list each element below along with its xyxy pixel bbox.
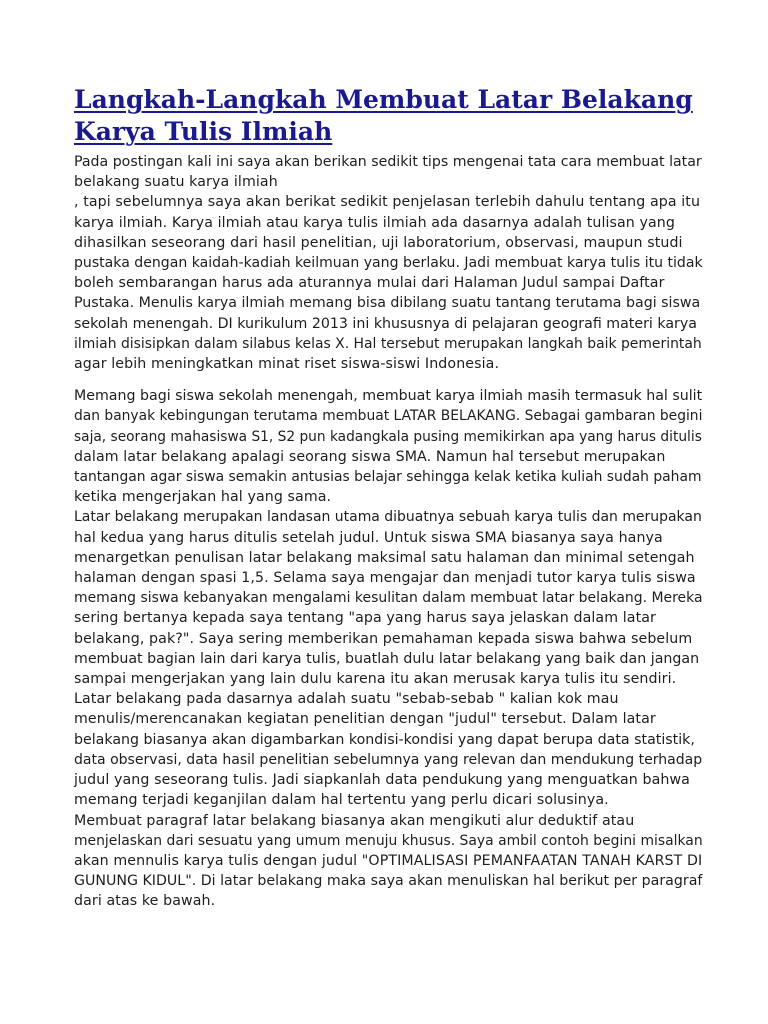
text-line: tantangan agar siswa semakin antusias belajar sehingga kelak ketika kuliah sudah paham	[74, 469, 702, 486]
text-line: halaman dengan spasi 1,5. Selama saya mengajar dan menjadi tutor karya tulis siswa	[74, 570, 696, 587]
title-line: Karya Tulis Ilmiah	[74, 117, 333, 146]
article-title-link[interactable]	[74, 84, 702, 148]
text-line: ilmiah disisipkan dalam silabus kelas X. Hal tersebut merupakan langkah baik pemerintah	[74, 335, 702, 352]
text-line: Membuat paragraf latar belakang biasanya akan mengikuti alur deduktif atau	[74, 812, 635, 829]
text-line: menjelaskan dari sesuatu yang umum menuju khusus. Saya ambil contoh begini misalkan	[74, 832, 703, 849]
text-line: sering bertanya kepada saya tentang "apa yang harus saya jelaskan dalam latar	[74, 610, 656, 627]
text-line: karya ilmiah. Karya ilmiah atau karya tulis ilmiah ada dasarnya adalah tulisan yang	[74, 214, 676, 231]
text-line: dalam latar belakang apalagi seorang siswa SMA. Namun hal tersebut merupakan	[74, 448, 666, 465]
text-line: judul yang seseorang tulis. Jadi siapkanlah data pendukung yang menguatkan bahwa	[74, 772, 690, 789]
text-line: belakang biasanya akan digambarkan kondisi-kondisi yang dapat berupa data statistik,	[74, 731, 695, 748]
text-line: pustaka dengan kaidah-kadiah keilmuan yang berlaku. Jadi membuat karya tulis itu tidak	[74, 255, 703, 272]
text-line: Latar belakang pada dasarnya adalah suatu "sebab-sebab " kalian kok mau	[74, 691, 619, 708]
text-line: Pada postingan kali ini saya akan berikan sedikit tips mengenai tata cara membuat latar	[74, 154, 702, 170]
text-line: dan banyak kebingungan terutama membuat LATAR BELAKANG. Sebagai gambaran begini	[74, 408, 703, 425]
text-line: dihasilkan seseorang dari hasil penelitian, uji laboratorium, observasi, maupun studi	[74, 234, 683, 251]
body-paragraph	[74, 386, 702, 911]
paragraph-spacer	[74, 374, 702, 386]
text-line: Pustaka. Menulis karya ilmiah memang bisa dibilang suatu tantang terutama bagi siswa	[74, 295, 701, 312]
text-line: menargetkan penulisan latar belakang maksimal satu halaman dan minimal setengah	[74, 549, 695, 566]
text-line: belakang, pak?". Saya sering memberikan pemahaman kepada siswa bahwa sebelum	[74, 630, 693, 647]
text-line: belakang suatu karya ilmiah	[74, 174, 278, 191]
text-line: agar lebih meningkatkan minat riset siswa-siswi Indonesia.	[74, 356, 500, 373]
text-line: dari atas ke bawah.	[74, 893, 216, 910]
text-line: Latar belakang merupakan landasan utama dibuatnya sebuah karya tulis dan merupakan	[74, 509, 702, 526]
text-line: Memang bagi siswa sekolah menengah, membuat karya ilmiah masih termasuk hal sulit	[74, 388, 703, 405]
document-page	[74, 84, 702, 912]
text-line: GUNUNG KIDUL". Di latar belakang maka saya akan menuliskan hal berikut per paragraf	[74, 873, 703, 890]
text-line: memang terjadi keganjilan dalam hal tertentu yang perlu dicari solusinya.	[74, 792, 609, 809]
text-line: data observasi, data hasil penelitian sebelumnya yang relevan dan mendukung terhadap	[74, 751, 703, 768]
text-line: menulis/merencanakan kegiatan penelitian dengan "judul" tersebut. Dalam latar	[74, 711, 656, 728]
text-line: hal kedua yang harus ditulis setelah judul. Untuk siswa SMA biasanya saya hanya	[74, 529, 663, 546]
text-line: membuat bagian lain dari karya tulis, buatlah dulu latar belakang yang baik dan jangan	[74, 650, 700, 667]
text-line: sampai mengerjakan yang lain dulu karena itu akan merusak karya tulis itu sendiri.	[74, 671, 677, 688]
text-line: akan mennulis karya tulis dengan judul "OPTIMALISASI PEMANFAATAN TANAH KARST DI	[74, 852, 703, 869]
text-line: sekolah menengah. DI kurikulum 2013 ini khususnya di pelajaran geografi materi karya	[74, 315, 697, 332]
text-line: memang siswa kebanyakan mengalami kesulitan dalam membuat latar belakang. Mereka	[74, 590, 703, 607]
text-line: boleh sembarangan harus ada aturannya mulai dari Halaman Judul sampai Daftar	[74, 275, 665, 292]
text-line: , tapi sebelumnya saya akan berikat sedikit penjelasan terlebih dahulu tentang apa itu	[74, 194, 701, 211]
text-line: saja, seorang mahasiswa S1, S2 pun kadangkala pusing memikirkan apa yang harus ditulis	[74, 428, 702, 445]
title-line: Langkah-Langkah Membuat Latar Belakang	[74, 85, 693, 114]
intro-paragraph	[74, 152, 702, 374]
text-line: ketika mengerjakan hal yang sama.	[74, 489, 332, 506]
